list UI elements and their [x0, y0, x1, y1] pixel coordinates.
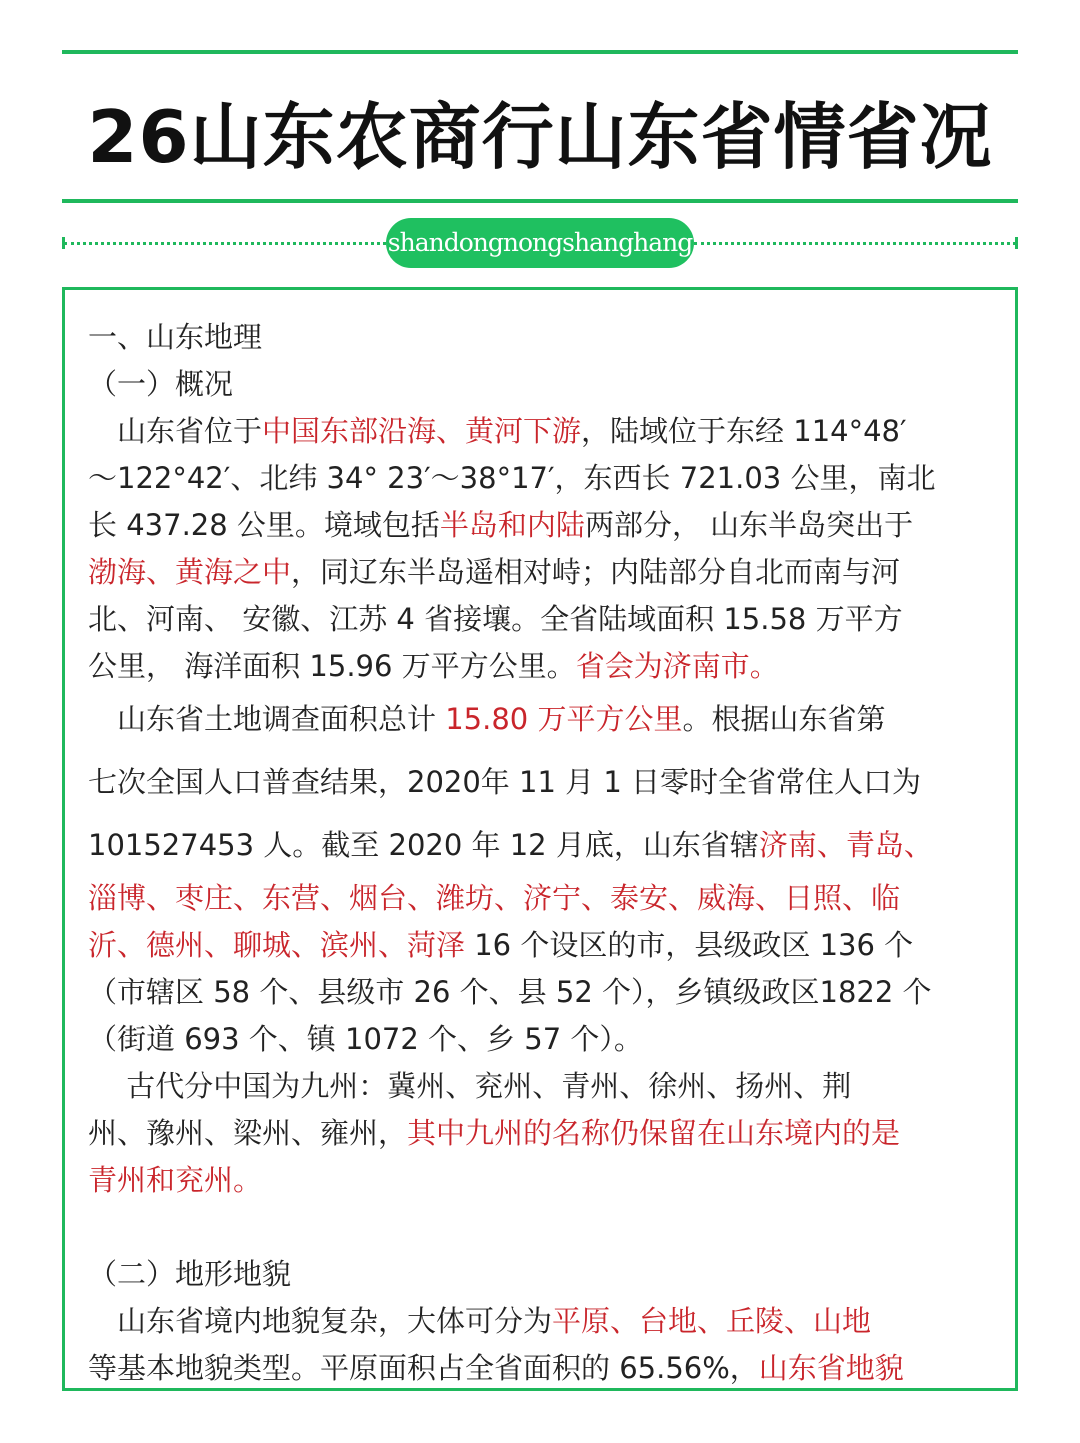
- title-bottom-rule: [62, 199, 1018, 203]
- highlight-text: 山东省地貌: [758, 1351, 904, 1385]
- text-span: 州、豫州、梁州、雍州，: [88, 1116, 408, 1150]
- text-span: 长 437.28 公里。境域包括: [88, 508, 440, 542]
- text-span: 公里， 海洋面积 15.96 万平方公里。: [88, 649, 576, 683]
- paragraph-line: 淄博、枣庄、东营、烟台、潍坊、济宁、泰安、威海、日照、临: [88, 881, 901, 915]
- paragraph-line: [88, 1110, 1003, 1157]
- section-landforms-heading: （二）地形地貌: [88, 1257, 292, 1291]
- paragraph-line: [88, 922, 1003, 969]
- section-overview-heading: （一）概况: [88, 367, 234, 401]
- dotted-divider-left: [64, 242, 386, 245]
- highlight-text: 平原、台地、丘陵、山地: [552, 1304, 872, 1338]
- section-spacer: [88, 1204, 1003, 1251]
- highlight-text: 省会为济南市。: [575, 649, 779, 683]
- paragraph-line: [88, 502, 1003, 549]
- paragraph-line: [88, 1298, 1003, 1345]
- text-span: 两部分， 山东半岛突出于: [584, 508, 914, 542]
- dotted-line-right-cap: [1015, 237, 1018, 249]
- page-title: 26山东农商行山东省情省况: [87, 95, 993, 179]
- paragraph-line: 北、河南、 安徽、江苏 4 省接壤。全省陆域面积 15.58 万平方: [88, 602, 903, 636]
- paragraph-line: [88, 408, 1003, 455]
- highlight-text: 其中九州的名称仍保留在山东境内的是: [407, 1116, 901, 1150]
- subtitle-pill: shandongnongshanghang: [386, 218, 694, 268]
- paragraph-line: （市辖区 58 个、县级市 26 个、县 52 个），乡镇级政区1822 个: [88, 975, 932, 1009]
- highlight-text: 15.80 万平方公里: [445, 702, 683, 736]
- highlight-text: 中国东部沿海、黄河下游: [262, 414, 582, 448]
- text-span: ，陆域位于东经 114°48′: [581, 414, 907, 448]
- paragraph-line: 古代分中国为九州：冀州、兖州、青州、徐州、扬州、荆: [88, 1069, 852, 1103]
- paragraph-line: 青州和兖州。: [88, 1163, 263, 1197]
- paragraph-line: 七次全国人口普查结果，2020年 11 月 1 日零时全省常住人口为: [88, 765, 922, 799]
- paragraph-line: [88, 643, 1003, 690]
- text-span: 16 个设区的市，县级政区 136 个: [465, 928, 914, 962]
- text-span: 。根据山东省第: [682, 702, 886, 736]
- highlight-text: 半岛和内陆: [439, 508, 585, 542]
- text-span: 山东省位于: [88, 414, 263, 448]
- highlight-text: 沂、德州、聊城、滨州、菏泽: [88, 928, 466, 962]
- text-span: 山东省境内地貌复杂，大体可分为: [88, 1304, 553, 1338]
- paragraph-line: [88, 696, 1003, 743]
- title-top-rule: [62, 50, 1018, 54]
- highlight-text: 渤海、黄海之中: [88, 555, 292, 589]
- highlight-text: 济南、青岛、: [758, 828, 933, 862]
- paragraph-line: [88, 1345, 1003, 1391]
- text-span: 101527453 人。截至 2020 年 12 月底，山东省辖: [88, 828, 759, 862]
- paragraph-line: [88, 549, 1003, 596]
- heading-shandong-geography: 一、山东地理: [88, 320, 263, 354]
- text-span: ，同辽东半岛遥相对峙；内陆部分自北而南与河: [291, 555, 901, 589]
- paragraph-line: （街道 693 个、镇 1072 个、乡 57 个）。: [88, 1022, 643, 1056]
- article-body: [88, 314, 1003, 1391]
- paragraph-line: [88, 822, 1003, 869]
- dotted-divider-right: [694, 242, 1016, 245]
- text-span: 等基本地貌类型。平原面积占全省面积的 65.56%，: [88, 1351, 759, 1385]
- paragraph-line: ～122°42′、北纬 34° 23′～38°17′，东西长 721.03 公里，南北: [88, 461, 936, 495]
- text-span: 山东省土地调查面积总计: [88, 702, 446, 736]
- content-box: [62, 287, 1018, 1391]
